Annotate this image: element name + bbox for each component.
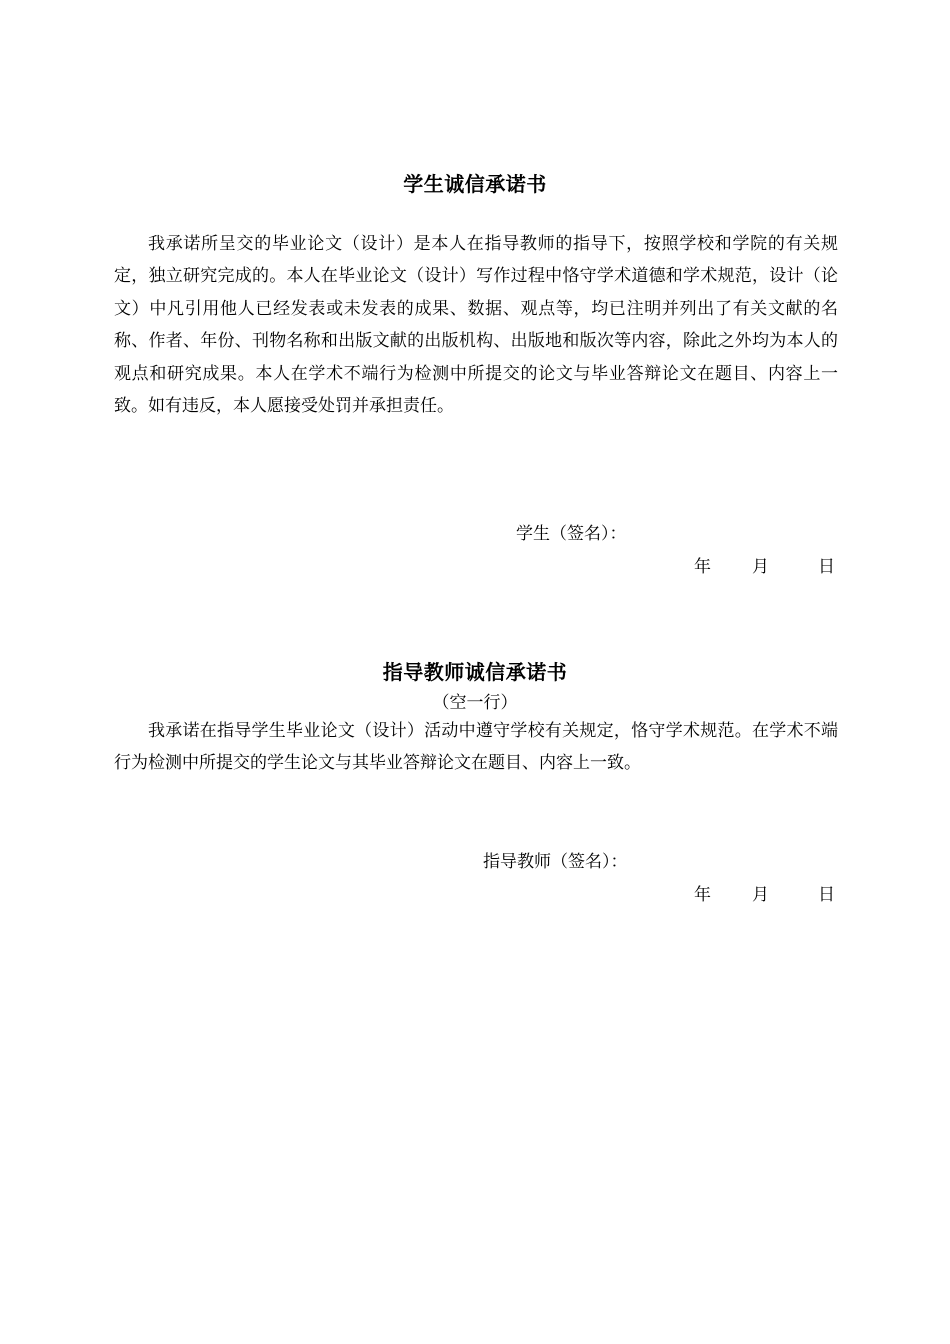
date-year-label: 年 [694,885,711,905]
date-day-label: 日 [818,885,835,905]
teacher-pledge-body: 我承诺在指导学生毕业论文（设计）活动中遵守学校有关规定，恪守学术规范。在学术不端行为检测中所提交的学生论文与其毕业答辩论文在题目、内容上一致。 [114,721,838,774]
date-month-label: 月 [752,557,769,577]
student-pledge-body: 我承诺所呈交的毕业论文（设计）是本人在指导教师的指导下，按照学校和学院的有关规定，独立研究完成的。本人在毕业论文（设计）写作过程中恪守学术道德和学术规范，设计（论文）中凡引用他人已经发表或未发表的成果、数据、观点等，均已注明并列出了有关文献的名称、作者、年份、刊物名称和出版文献的出版机构、出版地和版次等内容，除此之外均为本人的观点和研究成果。本人在学术不端行为检测中所提交的论文与毕业答辩论文在题目、内容上一致。如有违反，本人愿接受处罚并承担责任。 [114,234,838,417]
student-signature-label: 学生（签名）： [516,524,627,544]
student-pledge-title: 学生诚信承诺书 [403,172,547,196]
blank-line-note: （空一行） [432,693,518,713]
teacher-signature-label: 指导教师（签名）： [483,852,628,872]
date-year-label: 年 [694,557,711,577]
date-day-label: 日 [818,557,835,577]
date-month-label: 月 [752,885,769,905]
teacher-date-line [694,880,835,905]
student-date-line [694,552,835,577]
teacher-pledge-title: 指导教师诚信承诺书 [382,660,568,684]
